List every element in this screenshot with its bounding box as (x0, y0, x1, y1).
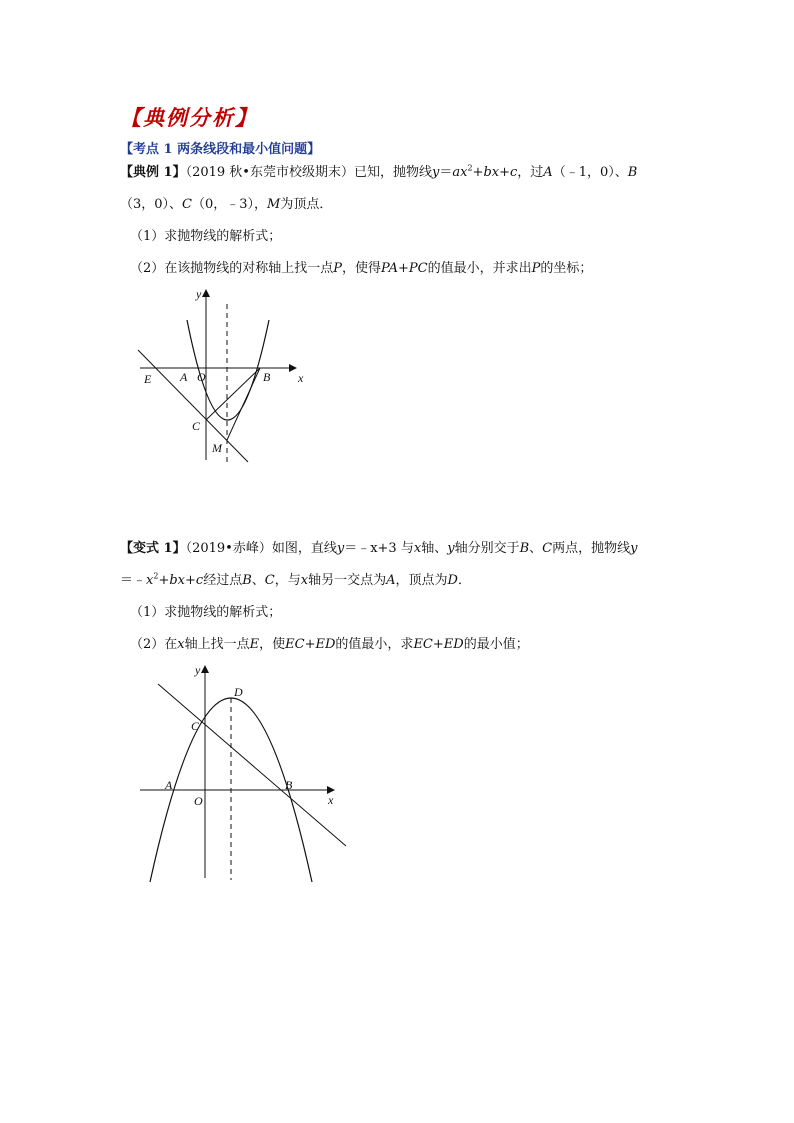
fig1-label-O: O (197, 370, 206, 384)
figure-1 (130, 282, 320, 467)
fig1-label-A: A (180, 370, 188, 384)
ex2-line2: $=﹣x^2+bx+c$经过点B、C，与x轴另一交点为A，顶点为D． (120, 571, 471, 588)
ex1-line1: 【典例 1】（2019 秋•东莞市校级期末）已知，抛物线$y=ax^2+bx+c$，过A（﹣1，0）、B (120, 163, 638, 180)
fig1-segment-BC (206, 368, 260, 420)
fig2-label-O: O (194, 794, 203, 808)
fig2-label-y: y (195, 663, 201, 677)
fig1-line-EM (138, 350, 248, 462)
ex2-tag: 【变式 1】 (120, 541, 186, 556)
fig2-label-B: B (285, 778, 293, 792)
fig2-label-x: x (328, 793, 334, 807)
figure-2 (138, 660, 353, 885)
fig1-label-x: x (298, 371, 304, 385)
fig1-label-B: B (263, 370, 271, 384)
fig1-label-C: C (192, 419, 201, 433)
fig1-label-E: E (144, 372, 152, 386)
fig1-label-y: y (196, 287, 202, 301)
ex1-tag: 【典例 1】 (120, 165, 186, 180)
section-title: 【典例分析】 (120, 105, 258, 130)
ex1-line2: （3，0）、C（0，﹣3），M为顶点． (120, 197, 333, 212)
kaodian-title: 【考点 1 两条线段和最小值问题】 (120, 142, 321, 157)
fig1-segment-BM (227, 368, 260, 440)
ex1-q1: （1）求抛物线的解析式； (130, 229, 282, 244)
fig1-label-M: M (212, 441, 222, 455)
ex1-q2: （2）在该抛物线的对称轴上找一点P，使得PA+PC的值最小，并求出P的坐标； (130, 261, 593, 276)
fig2-label-A: A (165, 778, 173, 792)
fig2-label-C: C (191, 719, 200, 733)
fig2-label-D: D (234, 685, 243, 699)
fig2-line-BC (158, 684, 346, 846)
ex2-line1: 【变式 1】（2019•赤峰）如图，直线y＝﹣x+3 与x轴、y轴分别交于B、C两点，抛物线y (120, 541, 638, 556)
ex2-q1: （1）求抛物线的解析式； (130, 605, 282, 620)
ex2-q2: （2）在x轴上找一点E，使EC+ED的值最小，求EC+ED的最小值； (130, 637, 529, 652)
